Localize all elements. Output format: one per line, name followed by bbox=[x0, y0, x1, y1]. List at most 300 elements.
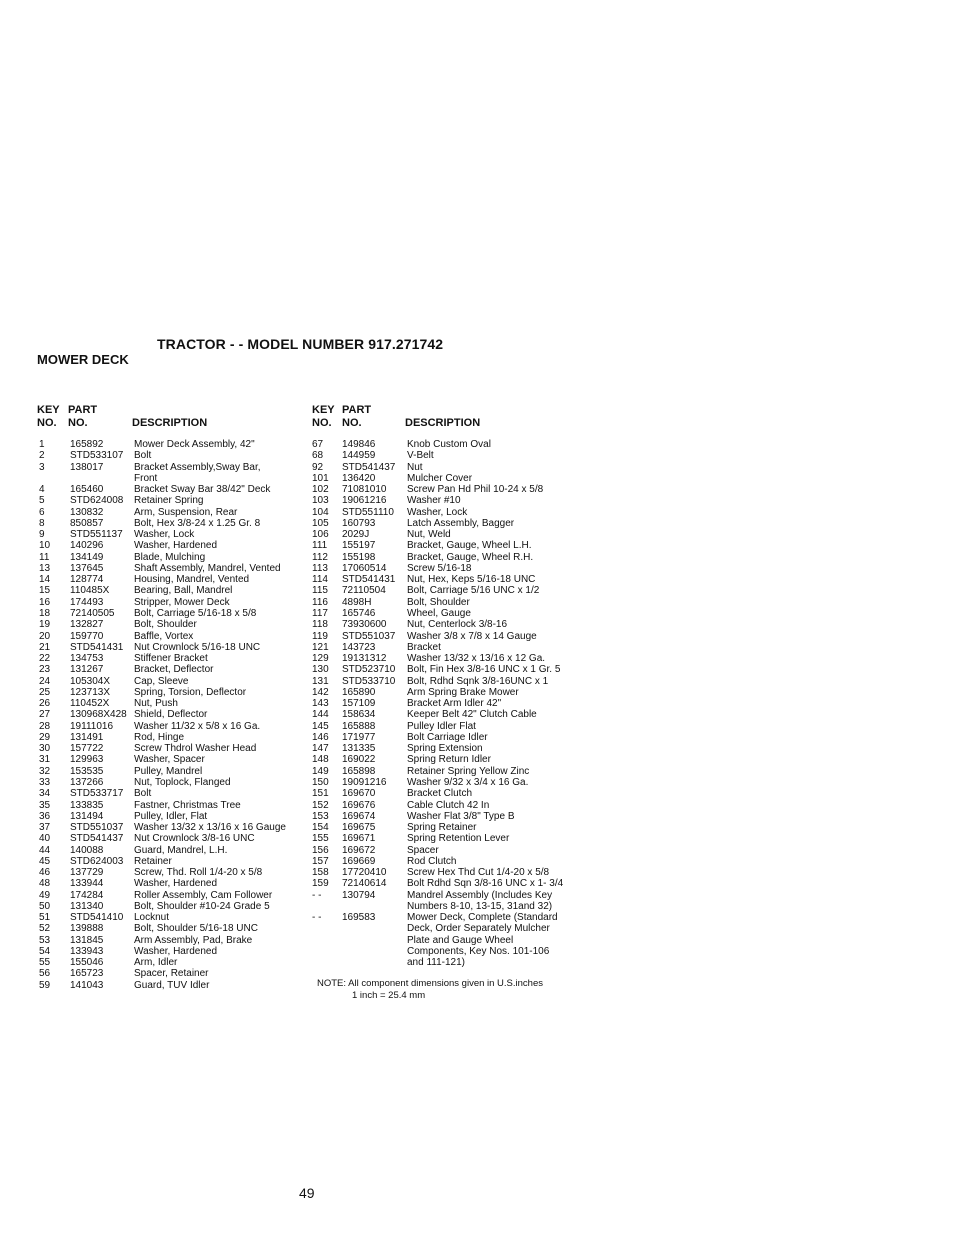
parts-row bbox=[37, 462, 307, 473]
key-no: 24 bbox=[39, 675, 51, 687]
key-no: 146 bbox=[312, 731, 329, 743]
part-no: 130968X428 bbox=[70, 709, 127, 721]
part-no: 159770 bbox=[70, 630, 104, 642]
parts-row bbox=[312, 800, 602, 811]
parts-row bbox=[37, 473, 307, 484]
part-no: 165723 bbox=[70, 968, 104, 980]
description: Bracket Arm Idler 42" bbox=[407, 698, 502, 710]
part-no: 169675 bbox=[342, 822, 376, 834]
part-no: 19091216 bbox=[342, 776, 387, 788]
key-no: 14 bbox=[39, 574, 51, 586]
left-header-description: DESCRIPTION bbox=[132, 417, 208, 429]
key-no: 48 bbox=[39, 878, 51, 890]
part-no: 174493 bbox=[70, 596, 104, 608]
parts-row bbox=[37, 687, 307, 698]
key-no: 49 bbox=[39, 889, 51, 901]
part-no: 149846 bbox=[342, 439, 376, 450]
parts-row bbox=[312, 540, 602, 551]
parts-row bbox=[312, 946, 602, 957]
key-no: 147 bbox=[312, 743, 329, 755]
parts-row bbox=[37, 597, 307, 608]
description: Bolt bbox=[134, 788, 152, 800]
part-no: 139888 bbox=[70, 923, 104, 935]
part-no: 130832 bbox=[70, 506, 104, 518]
part-no: 2029J bbox=[342, 529, 370, 541]
description: Roller Assembly, Cam Follower bbox=[134, 889, 273, 901]
description: Nut, Push bbox=[134, 698, 178, 710]
part-no: STD551037 bbox=[342, 630, 396, 642]
parts-row bbox=[312, 912, 602, 923]
description: Wheel, Gauge bbox=[407, 607, 471, 619]
part-no: STD523710 bbox=[342, 664, 396, 676]
part-no: 133943 bbox=[70, 945, 104, 957]
description: Stiffener Bracket bbox=[134, 653, 208, 665]
part-no: 157722 bbox=[70, 743, 104, 755]
description: Nut, Centerlock 3/8-16 bbox=[407, 619, 508, 631]
description: Nut bbox=[407, 461, 423, 473]
parts-row bbox=[312, 878, 602, 889]
parts-row bbox=[312, 901, 602, 912]
parts-row bbox=[312, 957, 602, 968]
description: Knob Custom Oval bbox=[407, 439, 491, 450]
part-no: STD541431 bbox=[70, 641, 124, 653]
parts-row bbox=[312, 653, 602, 664]
left-header-key-no: NO. bbox=[37, 417, 57, 429]
key-no: 115 bbox=[312, 585, 328, 597]
parts-row bbox=[37, 529, 307, 540]
key-no: 33 bbox=[39, 776, 51, 788]
part-no: 129963 bbox=[70, 754, 104, 766]
part-no: 134753 bbox=[70, 653, 104, 665]
parts-row bbox=[312, 923, 602, 934]
key-no: 153 bbox=[312, 810, 329, 822]
key-no: 102 bbox=[312, 484, 329, 496]
parts-row bbox=[37, 766, 307, 777]
part-no: 128774 bbox=[70, 574, 104, 586]
part-no: 169676 bbox=[342, 799, 376, 811]
description: Cable Clutch 42 In bbox=[407, 799, 490, 811]
parts-row bbox=[312, 552, 602, 563]
description: Bolt, Fin Hex 3/8-16 UNC x 1 Gr. 5 bbox=[407, 664, 561, 676]
description: Mulcher Cover bbox=[407, 472, 473, 484]
description: Arm, Idler bbox=[134, 957, 178, 969]
part-no: 17720410 bbox=[342, 867, 387, 879]
left-header-part: PART bbox=[68, 404, 98, 416]
parts-row bbox=[37, 845, 307, 856]
left-header-key: KEY bbox=[37, 404, 60, 416]
part-no: 72140614 bbox=[342, 878, 387, 890]
part-no: 140088 bbox=[70, 844, 104, 856]
parts-row bbox=[37, 946, 307, 957]
part-no: 165890 bbox=[342, 686, 376, 698]
description: Spring, Torsion, Deflector bbox=[134, 686, 247, 698]
parts-row bbox=[312, 450, 602, 461]
parts-row bbox=[312, 574, 602, 585]
parts-row bbox=[312, 856, 602, 867]
key-no: 111 bbox=[312, 540, 328, 552]
description: Bolt Rdhd Sqn 3/8-16 UNC x 1- 3/4 bbox=[407, 878, 564, 890]
parts-row bbox=[312, 788, 602, 799]
right-header-description: DESCRIPTION bbox=[405, 417, 481, 429]
parts-row bbox=[37, 507, 307, 518]
part-no: 19061216 bbox=[342, 495, 387, 507]
parts-row bbox=[312, 529, 602, 540]
parts-row bbox=[37, 574, 307, 585]
key-no: 3 bbox=[39, 461, 45, 473]
description: Bolt, Shoulder bbox=[407, 596, 470, 608]
key-no: 45 bbox=[39, 855, 51, 867]
right-header-part-no: NO. bbox=[342, 417, 362, 429]
part-no: 169583 bbox=[342, 912, 376, 924]
part-no: 155197 bbox=[342, 540, 376, 552]
parts-row bbox=[37, 912, 307, 923]
part-no: 153535 bbox=[70, 765, 104, 777]
part-no: STD541410 bbox=[70, 912, 124, 924]
part-no: 133835 bbox=[70, 799, 104, 811]
description: Nut, Toplock, Flanged bbox=[134, 776, 231, 788]
description: Fastner, Christmas Tree bbox=[134, 799, 241, 811]
part-no: 160793 bbox=[342, 517, 376, 529]
key-no: 9 bbox=[39, 529, 45, 541]
key-no: 54 bbox=[39, 945, 51, 957]
parts-row bbox=[312, 585, 602, 596]
parts-row bbox=[312, 721, 602, 732]
key-no: 40 bbox=[39, 833, 51, 845]
key-no: 116 bbox=[312, 596, 328, 608]
key-no: 25 bbox=[39, 686, 51, 698]
key-no: 112 bbox=[312, 551, 328, 563]
parts-row bbox=[312, 743, 602, 754]
parts-row bbox=[37, 608, 307, 619]
parts-row bbox=[37, 901, 307, 912]
parts-row bbox=[37, 439, 307, 450]
key-no: 113 bbox=[312, 562, 328, 574]
key-no: 8 bbox=[39, 517, 45, 529]
right-header-key: KEY bbox=[312, 404, 335, 416]
description: Washer, Lock bbox=[407, 506, 468, 518]
description: Screw, Thd. Roll 1/4-20 x 5/8 bbox=[134, 867, 263, 879]
page-number: 49 bbox=[299, 1185, 315, 1201]
key-no: 67 bbox=[312, 439, 324, 450]
description: Locknut bbox=[134, 912, 170, 924]
part-no: 140296 bbox=[70, 540, 104, 552]
description: Bolt, Carriage 5/16-18 x 5/8 bbox=[134, 607, 257, 619]
part-no: 105304X bbox=[70, 675, 111, 687]
key-no: 44 bbox=[39, 844, 51, 856]
key-no: 11 bbox=[39, 551, 50, 563]
parts-row bbox=[312, 935, 602, 946]
parts-row bbox=[312, 845, 602, 856]
key-no: 142 bbox=[312, 686, 329, 698]
key-no: 56 bbox=[39, 968, 51, 980]
parts-row bbox=[37, 484, 307, 495]
part-no: 171977 bbox=[342, 731, 376, 743]
description: Mower Deck Assembly, 42" bbox=[134, 439, 255, 450]
description: Bolt, Rdhd Sqnk 3/8-16UNC x 1 bbox=[407, 675, 549, 687]
parts-row bbox=[37, 833, 307, 844]
description: Mandrel Assembly (Includes Key bbox=[407, 889, 553, 901]
parts-row bbox=[37, 540, 307, 551]
part-no: 169669 bbox=[342, 855, 376, 867]
parts-row bbox=[37, 822, 307, 833]
section-heading: MOWER DECK bbox=[37, 352, 129, 367]
parts-row bbox=[37, 980, 307, 991]
part-no: 174284 bbox=[70, 889, 104, 901]
description: Bracket Assembly,Sway Bar, bbox=[134, 461, 261, 473]
parts-row bbox=[37, 552, 307, 563]
part-no: STD624003 bbox=[70, 855, 124, 867]
key-no: 2 bbox=[39, 450, 45, 462]
part-no: STD551110 bbox=[342, 506, 394, 518]
description: Bracket, Deflector bbox=[134, 664, 214, 676]
description: Nut Crownlock 3/8-16 UNC bbox=[134, 833, 255, 845]
key-no: 129 bbox=[312, 653, 329, 665]
parts-row bbox=[37, 856, 307, 867]
parts-row bbox=[312, 766, 602, 777]
description: Screw 5/16-18 bbox=[407, 562, 472, 574]
parts-row bbox=[312, 631, 602, 642]
key-no: 158 bbox=[312, 867, 329, 879]
key-no: 157 bbox=[312, 855, 329, 867]
part-no: STD551137 bbox=[70, 529, 123, 541]
parts-row bbox=[312, 619, 602, 630]
parts-row bbox=[312, 811, 602, 822]
parts-row bbox=[37, 867, 307, 878]
description: Cap, Sleeve bbox=[134, 675, 189, 687]
key-no: 68 bbox=[312, 450, 324, 462]
left-header-part-no: NO. bbox=[68, 417, 88, 429]
part-no: 110485X bbox=[70, 585, 110, 597]
part-no: 169671 bbox=[342, 833, 376, 845]
key-no: 46 bbox=[39, 867, 51, 879]
key-no: 50 bbox=[39, 900, 51, 912]
parts-row bbox=[312, 822, 602, 833]
parts-row bbox=[37, 664, 307, 675]
description: Washer, Hardened bbox=[134, 945, 218, 957]
part-no: 137729 bbox=[70, 867, 104, 879]
parts-row bbox=[37, 890, 307, 901]
parts-row bbox=[37, 743, 307, 754]
description: Rod Clutch bbox=[407, 855, 457, 867]
description: and 111-121) bbox=[407, 957, 466, 969]
parts-row bbox=[312, 676, 602, 687]
part-no: 138017 bbox=[70, 461, 104, 473]
parts-row bbox=[37, 923, 307, 934]
key-no: 118 bbox=[312, 619, 328, 631]
parts-row bbox=[312, 473, 602, 484]
parts-row bbox=[312, 563, 602, 574]
description: Pulley, Idler, Flat bbox=[134, 810, 208, 822]
parts-row bbox=[37, 721, 307, 732]
description: Deck, Order Separately Mulcher bbox=[407, 923, 550, 935]
description: Pulley Idler Flat bbox=[407, 720, 476, 732]
parts-row bbox=[37, 631, 307, 642]
part-no: STD541437 bbox=[70, 833, 124, 845]
key-no: 16 bbox=[39, 596, 51, 608]
description: Spacer bbox=[407, 844, 439, 856]
key-no: 18 bbox=[39, 607, 51, 619]
description: Plate and Gauge Wheel bbox=[407, 934, 514, 946]
description: Washer, Hardened bbox=[134, 878, 218, 890]
part-no: 136420 bbox=[342, 472, 376, 484]
description: Washer 3/8 x 7/8 x 14 Gauge bbox=[407, 630, 537, 642]
parts-row bbox=[312, 507, 602, 518]
description: V-Belt bbox=[407, 450, 434, 462]
key-no: 30 bbox=[39, 743, 51, 755]
description: Washer 11/32 x 5/8 x 16 Ga. bbox=[134, 720, 261, 732]
description: Arm Assembly, Pad, Brake bbox=[134, 934, 253, 946]
part-no: 19131312 bbox=[342, 653, 387, 665]
dimension-note bbox=[317, 978, 543, 1002]
key-no: 152 bbox=[312, 799, 329, 811]
description: Bolt, Carriage 5/16 UNC x 1/2 bbox=[407, 585, 540, 597]
key-no: 28 bbox=[39, 720, 51, 732]
key-no: 117 bbox=[312, 607, 328, 619]
description: Bracket Clutch bbox=[407, 788, 473, 800]
part-no: 165746 bbox=[342, 607, 376, 619]
description: Washer 13/32 x 13/16 x 12 Ga. bbox=[407, 653, 546, 665]
key-no: 13 bbox=[39, 562, 51, 574]
description: Guard, Mandrel, L.H. bbox=[134, 844, 228, 856]
part-no: 143723 bbox=[342, 641, 376, 653]
note-line-1: NOTE: All component dimensions given in U.S.inches bbox=[317, 978, 543, 989]
description: Retainer bbox=[134, 855, 172, 867]
parts-row bbox=[37, 653, 307, 664]
description: Bolt Carriage Idler bbox=[407, 731, 488, 743]
parts-row bbox=[37, 788, 307, 799]
parts-row bbox=[312, 462, 602, 473]
description: Bolt, Shoulder #10-24 Grade 5 bbox=[134, 900, 270, 912]
description: Nut, Weld bbox=[407, 529, 451, 541]
part-no: STD533717 bbox=[70, 788, 124, 800]
parts-row bbox=[312, 597, 602, 608]
key-no: 159 bbox=[312, 878, 329, 890]
description: Spacer, Retainer bbox=[134, 968, 209, 980]
description: Spring Retainer bbox=[407, 822, 477, 834]
key-no: 121 bbox=[312, 641, 329, 653]
parts-row bbox=[312, 687, 602, 698]
part-no: 123713X bbox=[70, 686, 111, 698]
key-no: - - bbox=[312, 889, 322, 901]
description: Bracket, Gauge, Wheel R.H. bbox=[407, 551, 534, 563]
description: Housing, Mandrel, Vented bbox=[134, 574, 250, 586]
part-no: STD541437 bbox=[342, 461, 396, 473]
key-no: 52 bbox=[39, 923, 51, 935]
part-no: 131335 bbox=[342, 743, 376, 755]
parts-row bbox=[37, 518, 307, 529]
part-no: 131494 bbox=[70, 810, 104, 822]
part-no: 144959 bbox=[342, 450, 376, 462]
description: Keeper Belt 42" Clutch Cable bbox=[407, 709, 537, 721]
parts-row bbox=[37, 732, 307, 743]
key-no: 21 bbox=[39, 641, 51, 653]
key-no: 104 bbox=[312, 506, 329, 518]
part-no: STD541431 bbox=[342, 574, 396, 586]
parts-row bbox=[37, 754, 307, 765]
key-no: 37 bbox=[39, 822, 51, 834]
part-no: 165888 bbox=[342, 720, 376, 732]
description: Spring Retention Lever bbox=[407, 833, 510, 845]
key-no: 154 bbox=[312, 822, 329, 834]
part-no: STD624008 bbox=[70, 495, 124, 507]
description: Washer, Spacer bbox=[134, 754, 205, 766]
description: Front bbox=[134, 472, 158, 484]
description: Shaft Assembly, Mandrel, Vented bbox=[134, 562, 281, 574]
description: Spring Return Idler bbox=[407, 754, 491, 766]
part-no: 133944 bbox=[70, 878, 104, 890]
part-no: 4898H bbox=[342, 596, 372, 608]
description: Washer Flat 3/8" Type B bbox=[407, 810, 515, 822]
description: Spring Extension bbox=[407, 743, 483, 755]
parts-row bbox=[312, 518, 602, 529]
description: Bolt, Shoulder 5/16-18 UNC bbox=[134, 923, 258, 935]
description: Guard, TUV Idler bbox=[134, 979, 210, 991]
parts-row bbox=[312, 709, 602, 720]
description: Screw Pan Hd Phil 10-24 x 5/8 bbox=[407, 484, 544, 496]
description: Arm, Suspension, Rear bbox=[134, 506, 238, 518]
description: Bolt, Shoulder bbox=[134, 619, 197, 631]
parts-row bbox=[312, 890, 602, 901]
key-no: 36 bbox=[39, 810, 51, 822]
parts-row bbox=[312, 698, 602, 709]
key-no: - - bbox=[312, 912, 322, 924]
key-no: 131 bbox=[312, 675, 329, 687]
part-no: 19111016 bbox=[70, 720, 114, 732]
part-no: 137266 bbox=[70, 776, 104, 788]
description: Bracket Sway Bar 38/42" Deck bbox=[134, 484, 271, 496]
key-no: 32 bbox=[39, 765, 51, 777]
key-no: 10 bbox=[39, 540, 51, 552]
key-no: 155 bbox=[312, 833, 329, 845]
description: Pulley, Mandrel bbox=[134, 765, 203, 777]
key-no: 103 bbox=[312, 495, 329, 507]
part-no: 73930600 bbox=[342, 619, 387, 631]
key-no: 59 bbox=[39, 979, 51, 991]
description: Washer, Hardened bbox=[134, 540, 218, 552]
description: Retainer Spring Yellow Zinc bbox=[407, 765, 530, 777]
description: Washer #10 bbox=[407, 495, 461, 507]
parts-list-left bbox=[37, 439, 307, 991]
key-no: 23 bbox=[39, 664, 51, 676]
key-no: 119 bbox=[312, 630, 328, 642]
description: Bolt, Hex 3/8-24 x 1.25 Gr. 8 bbox=[134, 517, 261, 529]
key-no: 150 bbox=[312, 776, 329, 788]
description: Bearing, Ball, Mandrel bbox=[134, 585, 233, 597]
page-title: TRACTOR - - MODEL NUMBER 917.271742 bbox=[157, 336, 444, 352]
description: Washer, Lock bbox=[134, 529, 195, 541]
parts-row bbox=[37, 777, 307, 788]
parts-row bbox=[37, 968, 307, 979]
description: Shield, Deflector bbox=[134, 709, 208, 721]
description: Washer 13/32 x 13/16 x 16 Gauge bbox=[134, 822, 286, 834]
part-no: 137645 bbox=[70, 562, 104, 574]
description: Nut Crownlock 5/16-18 UNC bbox=[134, 641, 261, 653]
key-no: 101 bbox=[312, 472, 329, 484]
parts-row bbox=[37, 698, 307, 709]
key-no: 1 bbox=[39, 439, 45, 450]
parts-row bbox=[37, 563, 307, 574]
part-no: 169672 bbox=[342, 844, 376, 856]
key-no: 151 bbox=[312, 788, 329, 800]
parts-row bbox=[312, 484, 602, 495]
description: Screw Hex Thd Cut 1/4-20 x 5/8 bbox=[407, 867, 550, 879]
key-no: 144 bbox=[312, 709, 329, 721]
description: Washer 9/32 x 3/4 x 16 Ga. bbox=[407, 776, 529, 788]
key-no: 92 bbox=[312, 461, 324, 473]
part-no: 155046 bbox=[70, 957, 104, 969]
parts-row bbox=[312, 732, 602, 743]
key-no: 53 bbox=[39, 934, 51, 946]
